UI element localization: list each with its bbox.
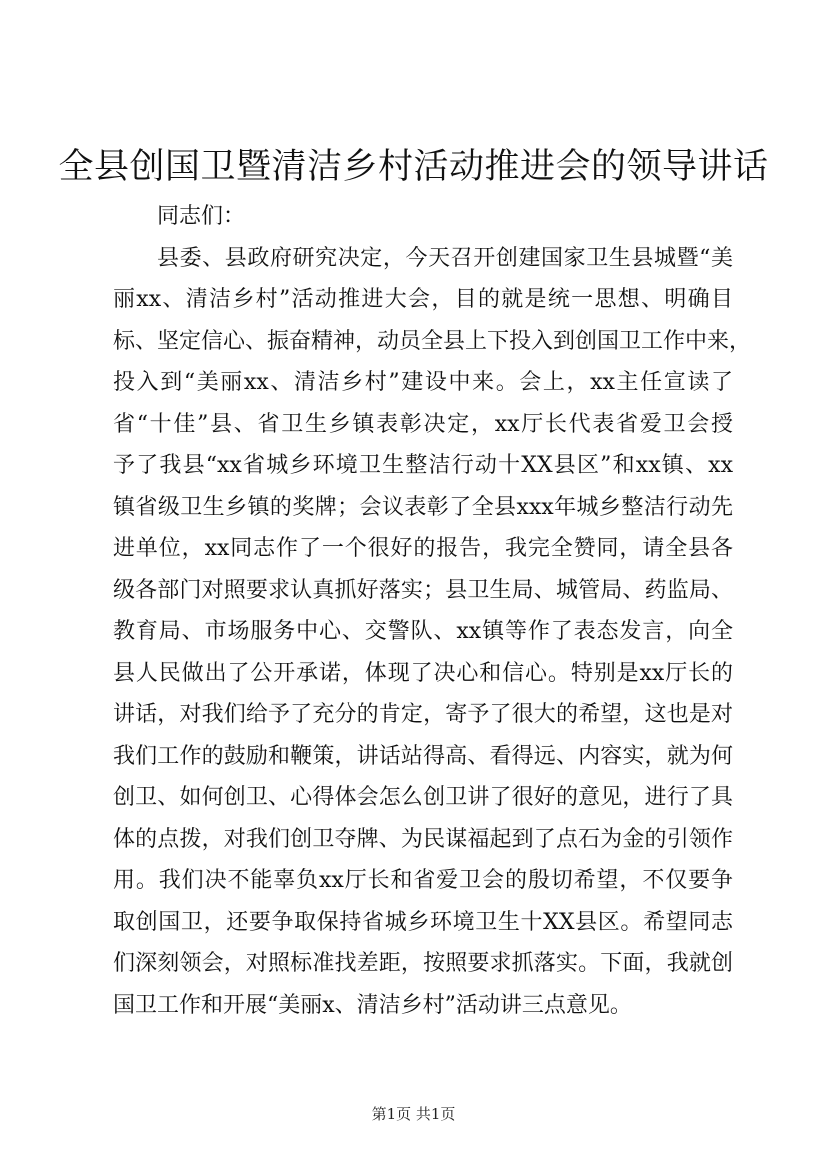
paragraph-line: 予了我县“xx省城乡环境卫生整洁行动十XX县区”和xx镇、xx (113, 453, 733, 478)
paragraph-line: 体的点拨，对我们创卫夺牌、为民谋福起到了点石为金的引领作 (113, 826, 733, 852)
document-body (113, 196, 752, 1026)
paragraph-line: 镇省级卫生乡镇的奖牌；会议表彰了全县xxx年城乡整洁行动先 (113, 494, 733, 520)
paragraph-line: 县委、县政府研究决定，今天召开创建国家卫生县城暨“美 (157, 245, 733, 271)
paragraph-line: 们深刻领会，对照标准找差距，按照要求抓落实。下面，我就创 (113, 951, 733, 976)
paragraph-line: 丽xx、清洁乡村”活动推进大会，目的就是统一思想、明确目 (113, 287, 733, 312)
salutation: 同志们： (157, 204, 246, 229)
paragraph-line: 进单位，xx同志作了一个很好的报告，我完全赞同，请全县各 (113, 536, 733, 561)
paragraph-line: 教育局、市场服务中心、交警队、xx镇等作了表态发言，向全 (113, 619, 733, 644)
paragraph-line: 用。我们决不能辜负xx厅长和省爱卫会的殷切希望，不仅要争 (113, 868, 733, 893)
paragraph-line: 投入到“美丽xx、清洁乡村”建设中来。会上，xx主任宣读了 (113, 370, 733, 395)
paragraph-line: 我们工作的鼓励和鞭策，讲话站得高、看得远、内容实，就为何 (113, 743, 733, 769)
paragraph-line: 省“十佳”县、省卫生乡镇表彰决定，xx厅长代表省爱卫会授 (113, 411, 733, 437)
paragraph-line: 创卫、如何创卫、心得体会怎么创卫讲了很好的意见，进行了具 (113, 785, 733, 810)
paragraph-line: 标、坚定信心、振奋精神，动员全县上下投入到创国卫工作中来， (113, 328, 752, 354)
paragraph-line: 国卫工作和开展“美丽x、清洁乡村”活动讲三点意见。 (113, 992, 632, 1018)
paragraph-line: 讲话，对我们给予了充分的肯定，寄予了很大的希望，这也是对 (113, 702, 733, 727)
paragraph-line: 级各部门对照要求认真抓好落实；县卫生局、城管局、药监局、 (113, 577, 733, 603)
paragraph-line: 取创国卫，还要争取保持省城乡环境卫生十XX县区。希望同志 (113, 909, 733, 935)
paragraph-line: 县人民做出了公开承诺，体现了决心和信心。特别是xx厅长的 (113, 660, 733, 686)
page-footer: 第1页 共1页 (371, 1105, 456, 1123)
document-title: 全县创国卫暨清洁乡村活动推进会的领导讲话 (58, 147, 769, 187)
